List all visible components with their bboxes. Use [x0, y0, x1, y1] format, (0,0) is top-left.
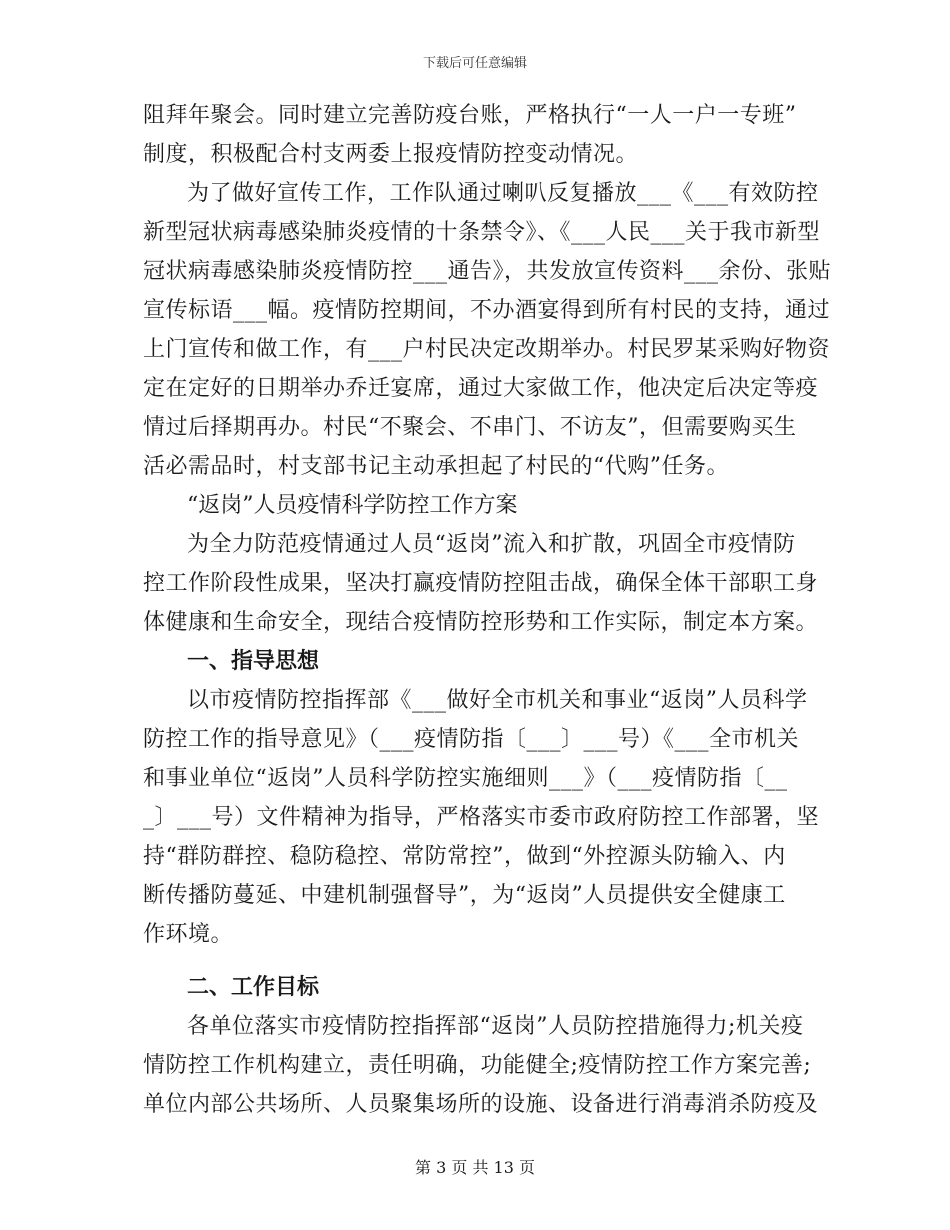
- intro-line: 体健康和生命安全，现结合疫情防控形势和工作实际，制定本方案。: [143, 610, 819, 635]
- section-line: 作环境。: [143, 922, 234, 947]
- section-line: 持“群防群控、稳防稳控、常防常控”，做到“外控源头防输入、内: [143, 844, 786, 869]
- intro-line: 控工作阶段性成果，坚决打赢疫情防控阻击战，确保全体干部职工身: [143, 571, 819, 596]
- paragraph-line: 阻拜年聚会。同时建立完善防疫台账，严格执行“一人一户一专班”: [143, 103, 797, 128]
- section-line: _〕___号）文件精神为指导，严格落实市委市政府防控工作部署，坚: [143, 805, 820, 830]
- paragraph-line: 为了做好宣传工作，工作队通过喇叭反复播放___《___有效防控: [187, 181, 819, 206]
- header-note: 下载后可任意编辑: [422, 56, 527, 71]
- paragraph-line: 上门宣传和做工作，有___户村民决定改期举办。村民罗某采购好物资: [143, 337, 831, 362]
- section-line: 以市疫情防控指挥部《___做好全市机关和事业“返岗”人员科学: [187, 688, 808, 713]
- section-line: 防控工作的指导意见》（___疫情防指〔___〕___号）《___全市机关: [143, 727, 800, 752]
- section-line: 情防控工作机构建立，责任明确，功能健全;疫情防控工作方案完善;: [143, 1053, 812, 1078]
- paragraph-line: 情过后择期再办。村民“不聚会、不串门、不访友”，但需要购买生: [143, 415, 797, 440]
- page-number: 第 3 页 共 13 页: [415, 1158, 535, 1177]
- document-subtitle: “返岗”人员疫情科学防控工作方案: [187, 493, 518, 518]
- section-line: 和事业单位“返岗”人员科学防控实施细则___》（___疫情防指〔__: [143, 766, 788, 791]
- paragraph-line: 宣传标语___幅。疫情防控期间，不办酒宴得到所有村民的支持，通过: [143, 298, 831, 323]
- paragraph-line: 定在定好的日期举办乔迁宴席，通过大家做工作，他决定后决定等疫: [143, 376, 819, 401]
- section-line: 各单位落实市疫情防控指挥部“返岗”人员防控措施得力;机关疫: [187, 1014, 804, 1039]
- paragraph-line: 冠状病毒感染肺炎疫情防控___通告》，共发放宣传资料___余份、张贴: [143, 259, 832, 284]
- intro-line: 为全力防范疫情通过人员“返岗”流入和扩散，巩固全市疫情防: [187, 532, 796, 557]
- paragraph-line: 活必需品时，村支部书记主动承担起了村民的“代购”任务。: [143, 454, 729, 479]
- section-line: 单位内部公共场所、人员聚集场所的设施、设备进行消毒消杀防疫及: [143, 1092, 819, 1117]
- document-body: [143, 96, 832, 1124]
- paragraph-line: 制度，积极配合村支两委上报疫情防控变动情况。: [143, 142, 639, 167]
- paragraph-line: 新型冠状病毒感染肺炎疫情的十条禁令》、《___人民___关于我市新型: [143, 220, 821, 245]
- section-line: 断传播防蔓延、中建机制强督导”，为“返岗”人员提供安全健康工: [143, 883, 786, 908]
- section-heading-guiding-ideology: 一、指导思想: [187, 648, 320, 674]
- section-heading-work-goals: 二、工作目标: [187, 974, 320, 1000]
